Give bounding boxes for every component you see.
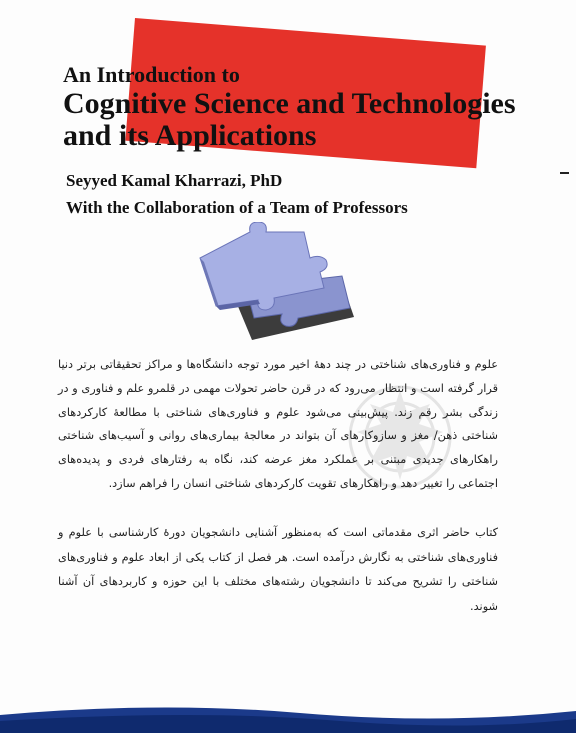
paragraph-2-text: کتاب حاضر اثری مقدماتی است که به‌منظور آشنایی دانشجویان دورۀ کارشناسی با علوم و فناوری‌های شناختی به نگارش درآمده است. هر فصل از کتاب یکی از ابعاد علوم و فناوری‌های شناختی را تشریح می‌کند تا دانشجویان رشته‌های مختلف با این حوزه و کاربردهای آن آشنا شوند. [58,526,498,613]
edge-tick-mark [560,172,569,174]
author-name: Seyyed Kamal Kharrazi, PhD [66,171,283,190]
description-paragraph-1 [58,353,498,496]
bottom-wave-band [0,693,576,733]
title-intro-line: An Introduction to [63,62,240,87]
title-line-2: Cognitive Science and Technologies [63,87,516,120]
description-paragraph-2 [58,521,498,619]
puzzle-pieces-icon [192,222,362,344]
collaboration-line: With the Collaboration of a Team of Professors [66,198,408,217]
paragraph-1-text: علوم و فناوری‌های شناختی در چند دهۀ اخیر مورد توجه دانشگاه‌ها و مراکز تحقیقاتی برتر دنیا قرار گرفته است و انتظار می‌رود که در قرن حاضر تحولات مهمی در قلمرو علم و فناوری و در زندگی بشر رقم زند. پیش‌بینی می‌شود علوم و فناوری‌های شناختی با مطالعۀ کارکردهای شناختی ذهن/ مغز و سازوکارهای آن بتواند در معالجۀ بیماری‌های روانی و آسیب‌های شناختی راهکارهای جدیدی مبتنی بر عملکرد مغز عرضه کند، نگاه به رفتارهای فردی و پدیده‌های اجتماعی را تغییر دهد و راهکارهای تقویت کارکردهای شناختی انسان را فراهم سازد. [58,358,498,490]
book-title [63,88,533,152]
title-line-3: and its Applications [63,119,317,152]
